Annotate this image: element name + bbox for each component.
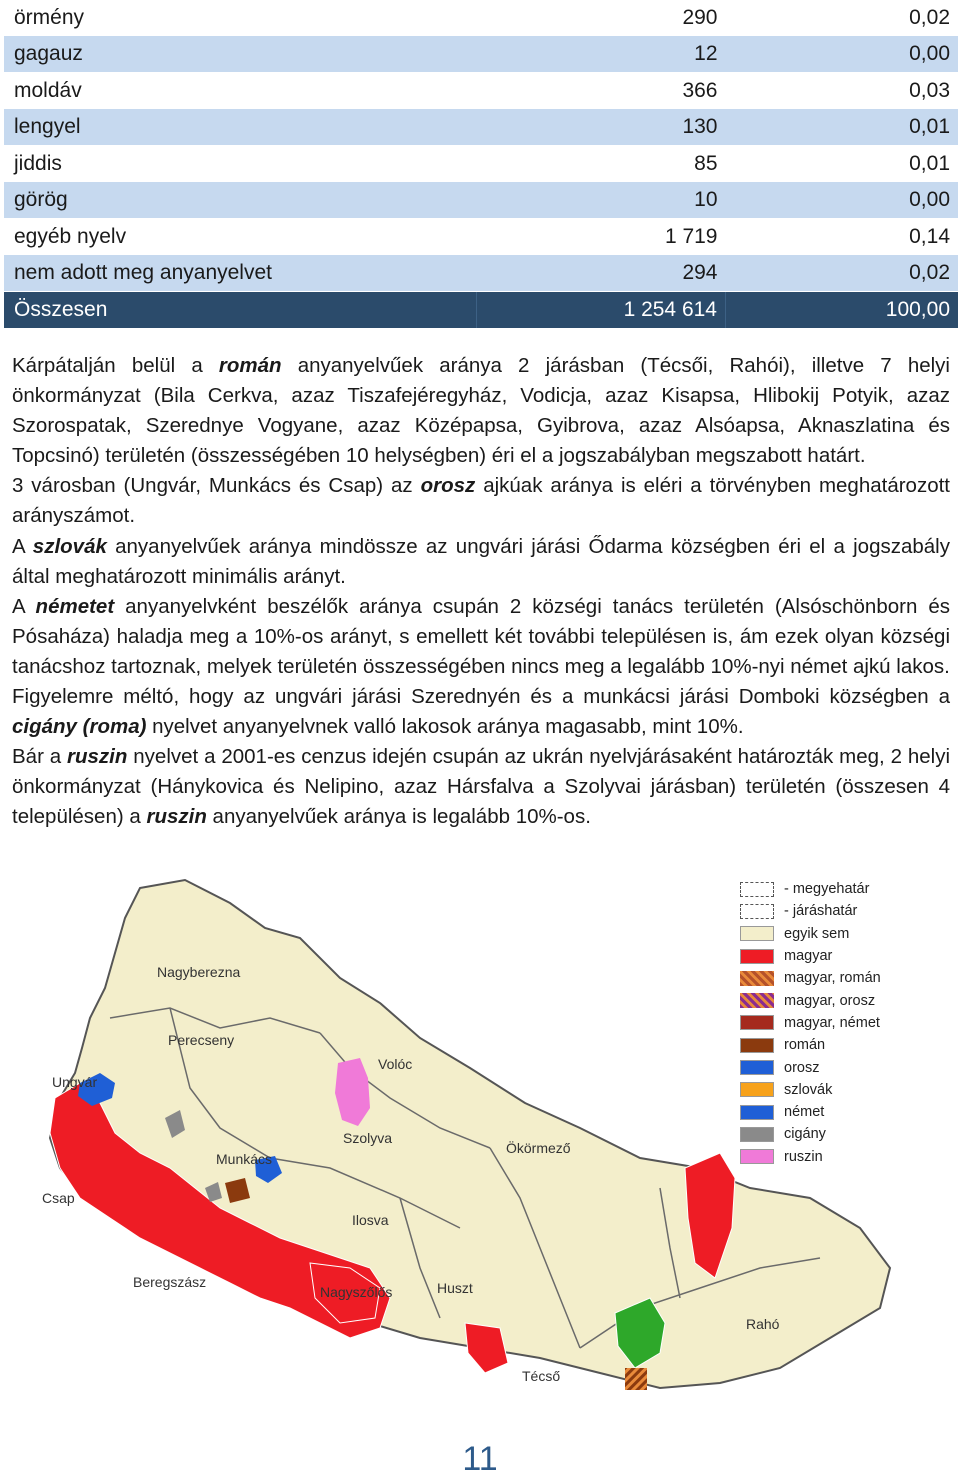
legend-swatch bbox=[740, 1015, 774, 1030]
place-csap: Csap bbox=[42, 1190, 75, 1206]
legend-label: cigány bbox=[784, 1126, 826, 1143]
language-map bbox=[20, 868, 940, 1418]
table-row bbox=[4, 255, 958, 292]
table-row bbox=[4, 109, 958, 146]
paragraph-russian: 3 városban (Ungvár, Munkács és Csap) az orosz ajkúak aránya is eléri a törvényben meghatározott arányszámot. bbox=[12, 474, 951, 528]
language-name: egyéb nyelv bbox=[14, 225, 127, 248]
legend-label: magyar bbox=[784, 948, 833, 965]
place-okormezo: Ökörmező bbox=[506, 1140, 571, 1156]
language-table bbox=[4, 0, 958, 328]
place-ungvar: Ungvár bbox=[52, 1074, 98, 1090]
table-total-row bbox=[4, 292, 958, 329]
legend-swatch bbox=[740, 1082, 774, 1097]
paragraph-german: A németet anyanyelvként beszélők aránya csupán 2 községi tanács területén (Alsóschönborn és Pósaháza) haladja meg a 10%-os arányt, s emellett két további településen is, ám ezek olyan községi tanácshoz tartoznak, melyek területén összességében nincs meg a legalább 10%-nyi német ajkú lakos. bbox=[12, 594, 950, 678]
legend-label: szlovák bbox=[784, 1081, 833, 1098]
legend-label: német bbox=[784, 1104, 825, 1121]
language-name: jiddis bbox=[14, 152, 62, 175]
speaker-percent: 0,03 bbox=[909, 79, 950, 102]
legend-swatch bbox=[740, 904, 774, 919]
legend-label: magyar, német bbox=[784, 1014, 880, 1031]
place-nagyberezna: Nagyberezna bbox=[157, 964, 241, 980]
place-beregszasz: Beregszász bbox=[133, 1274, 207, 1290]
page-number: 11 bbox=[462, 1440, 498, 1478]
paragraph-rusyn: Bár a ruszin nyelvet a 2001-es cenzus idején csupán az ukrán nyelvjárásaként határozták meg, 2 helyi önkormányzat (Hánykovica és Nelipino, azaz Hársfalva a Szolyvai járásban) területén (összesen 4 településen) a ruszin anyanyelvűek aránya is legalább 10%-os. bbox=[12, 745, 950, 829]
speaker-count: 85 bbox=[694, 152, 718, 175]
speaker-percent: 0,02 bbox=[909, 6, 950, 29]
legend-label: - megyehatár bbox=[784, 881, 870, 898]
legend-swatch bbox=[740, 993, 774, 1008]
legend-label: magyar, román bbox=[784, 970, 881, 987]
paragraph-roma: Figyelemre méltó, hogy az ungvári járási Szerednyén és a munkácsi járási Domboki községben a cigány (roma) nyelvet anyanyelvnek valló lakosok aránya magasabb, mint 10%. bbox=[12, 685, 950, 739]
legend-swatch bbox=[740, 926, 774, 941]
speaker-percent: 0,01 bbox=[909, 152, 950, 175]
legend-swatch bbox=[740, 882, 774, 897]
paragraph-slovak: A szlovák anyanyelvűek aránya mindössze az ungvári járási Ődarma községben éri el a jogszabály által meghatározott minimális arányt. bbox=[12, 534, 950, 588]
legend-swatch bbox=[740, 1149, 774, 1164]
total-count: 1 254 614 bbox=[477, 292, 726, 329]
speaker-percent: 0,02 bbox=[726, 255, 959, 292]
place-ilosva: Ilosva bbox=[352, 1212, 389, 1228]
legend-swatch bbox=[740, 1038, 774, 1053]
legend-item bbox=[740, 967, 940, 989]
table-row bbox=[4, 0, 958, 36]
legend-label: román bbox=[784, 1037, 826, 1054]
speaker-percent: 0,00 bbox=[726, 36, 959, 73]
speaker-percent: 0,00 bbox=[726, 182, 959, 219]
language-name: lengyel bbox=[4, 109, 477, 146]
speaker-count: 10 bbox=[477, 182, 726, 219]
legend-item bbox=[740, 1012, 940, 1034]
legend-swatch bbox=[740, 1105, 774, 1120]
place-szolyva: Szolyva bbox=[343, 1130, 393, 1146]
table-row bbox=[4, 73, 958, 110]
total-percent: 100,00 bbox=[726, 292, 959, 329]
legend-item bbox=[740, 1101, 940, 1123]
table-row bbox=[4, 182, 958, 219]
speaker-count: 294 bbox=[477, 255, 726, 292]
map-legend bbox=[740, 878, 940, 1168]
legend-item bbox=[740, 989, 940, 1011]
place-nagyszolos: Nagyszőlős bbox=[320, 1284, 393, 1300]
legend-item bbox=[740, 900, 940, 922]
legend-label: egyik sem bbox=[784, 925, 850, 942]
legend-label: magyar, orosz bbox=[784, 992, 876, 1009]
language-name: görög bbox=[4, 182, 477, 219]
table-row bbox=[4, 146, 958, 183]
speaker-count: 1 719 bbox=[664, 225, 718, 248]
hungarian-romanian-area bbox=[625, 1368, 647, 1390]
speaker-percent: 0,01 bbox=[726, 109, 959, 146]
legend-label: ruszin bbox=[784, 1148, 823, 1165]
place-volocz: Volóc bbox=[378, 1056, 413, 1072]
place-huszt: Huszt bbox=[437, 1280, 473, 1296]
legend-item bbox=[740, 878, 940, 900]
place-perecseny: Perecseny bbox=[168, 1032, 235, 1048]
language-name: örmény bbox=[14, 6, 85, 29]
total-label: Összesen bbox=[14, 298, 108, 321]
legend-label: orosz bbox=[784, 1059, 820, 1076]
legend-swatch bbox=[740, 949, 774, 964]
speaker-count: 130 bbox=[477, 109, 726, 146]
speaker-count: 12 bbox=[477, 36, 726, 73]
place-raho: Rahó bbox=[746, 1316, 780, 1332]
legend-item bbox=[740, 1146, 940, 1168]
place-munkacs: Munkács bbox=[216, 1151, 273, 1167]
legend-item bbox=[740, 1056, 940, 1078]
body-text bbox=[12, 351, 950, 833]
legend-swatch bbox=[740, 1060, 774, 1075]
legend-item bbox=[740, 1079, 940, 1101]
legend-item bbox=[740, 1034, 940, 1056]
legend-swatch bbox=[740, 971, 774, 986]
language-table-body bbox=[4, 0, 958, 328]
language-name: moldáv bbox=[14, 79, 82, 102]
table-row bbox=[4, 219, 958, 256]
place-tecso: Técső bbox=[522, 1368, 561, 1384]
legend-item bbox=[740, 1123, 940, 1145]
legend-swatch bbox=[740, 1127, 774, 1142]
speaker-percent: 0,14 bbox=[909, 225, 950, 248]
speaker-count: 290 bbox=[682, 6, 718, 29]
paragraph-romanian: Kárpátalján belül a román anyanyelvűek aránya 2 járásban (Técsői, Rahói), illetve 7 helyi önkormányzat (Bila Cerkva, azaz Tiszafejéregyház, Vodicja, azaz Kisapsa, Hlibokij Potyik, azaz Szorospatak, Szerednye Vogyane, azaz Középapsa, Gyibrova, azaz Alsóapsa, Aknaszlatina és Topcsinó) területén (összességében 10 helységben) éri el a jogszabályban megszabott határt. bbox=[12, 354, 950, 468]
legend-label: - járáshatár bbox=[784, 903, 858, 920]
language-name: nem adott meg anyanyelvet bbox=[4, 255, 477, 292]
speaker-count: 366 bbox=[682, 79, 718, 102]
table-row bbox=[4, 36, 958, 73]
legend-item bbox=[740, 945, 940, 967]
legend-item bbox=[740, 923, 940, 945]
language-name: gagauz bbox=[4, 36, 477, 73]
